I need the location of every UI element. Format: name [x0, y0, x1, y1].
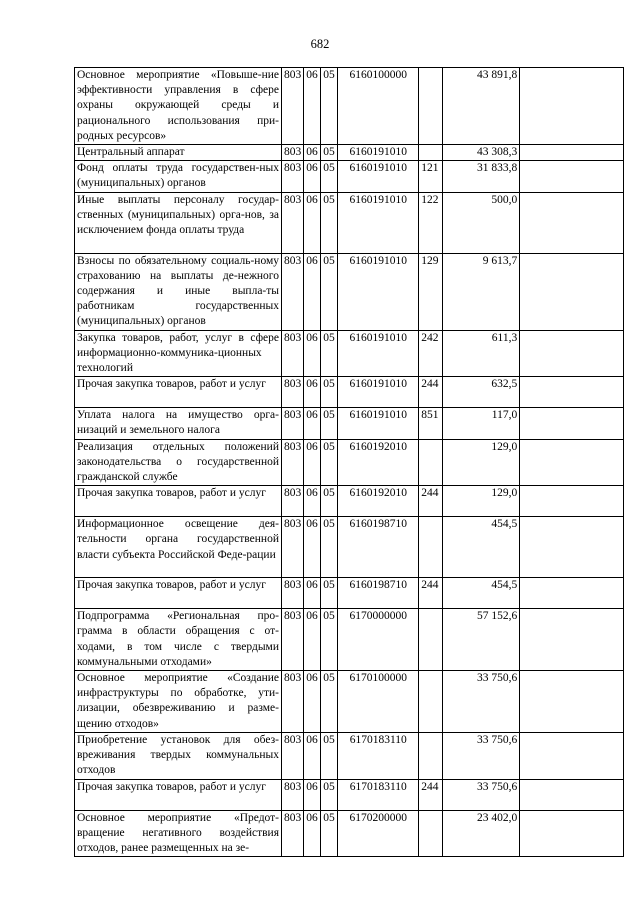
- row-expense-type-cell: 244: [419, 578, 443, 609]
- row-expense-type-cell: 851: [419, 408, 443, 439]
- row-amount-cell: 454,5: [443, 578, 520, 609]
- row-grbs-cell: 803: [282, 145, 304, 161]
- row-subsection-cell: 05: [321, 377, 338, 408]
- row-section-cell: 06: [304, 192, 321, 253]
- row-target-article-cell: 6160191010: [338, 145, 419, 161]
- table-row: [75, 671, 624, 733]
- row-amount-cell: 33 750,6: [443, 779, 520, 810]
- row-section-cell: 06: [304, 68, 321, 145]
- table-row: [75, 578, 624, 609]
- row-subsection-cell: 05: [321, 145, 338, 161]
- row-subsection-cell: 05: [321, 253, 338, 330]
- row-grbs-cell: 803: [282, 517, 304, 578]
- row-section-cell: 06: [304, 145, 321, 161]
- row-subsection-cell: 05: [321, 810, 338, 857]
- row-amount-cell: 454,5: [443, 517, 520, 578]
- table-row: [75, 161, 624, 192]
- row-expense-type-cell: 244: [419, 377, 443, 408]
- row-grbs-cell: 803: [282, 732, 304, 779]
- row-target-article-cell: 6160191010: [338, 192, 419, 253]
- row-subsection-cell: 05: [321, 161, 338, 192]
- row-expense-type-cell: 122: [419, 192, 443, 253]
- row-subsection-cell: 05: [321, 578, 338, 609]
- row-name-cell: Основное мероприятие «Повыше-ние эффективности управления в сфере охраны окружающей среды и рационального использования при-родных ресурсов»: [75, 68, 282, 145]
- row-empty-cell: [520, 609, 624, 671]
- budget-table-body: [75, 68, 624, 857]
- row-section-cell: 06: [304, 810, 321, 857]
- row-empty-cell: [520, 145, 624, 161]
- row-target-article-cell: 6160100000: [338, 68, 419, 145]
- row-empty-cell: [520, 439, 624, 486]
- row-grbs-cell: 803: [282, 609, 304, 671]
- row-name-cell: Подпрограмма «Региональная про-грамма в области обращения с от-ходами, в том числе с твердыми коммунальными отходами»: [75, 609, 282, 671]
- row-empty-cell: [520, 253, 624, 330]
- row-amount-cell: 33 750,6: [443, 671, 520, 733]
- row-section-cell: 06: [304, 377, 321, 408]
- row-target-article-cell: 6170200000: [338, 810, 419, 857]
- row-subsection-cell: 05: [321, 68, 338, 145]
- row-amount-cell: 500,0: [443, 192, 520, 253]
- row-expense-type-cell: 121: [419, 161, 443, 192]
- row-name-cell: Реализация отдельных положений законодательства о государственной гражданской службе: [75, 439, 282, 486]
- row-name-cell: Информационное освещение дея-тельности органа государственной власти субъекта Российской Феде-рации: [75, 517, 282, 578]
- row-target-article-cell: 6160198710: [338, 517, 419, 578]
- table-row: [75, 609, 624, 671]
- row-empty-cell: [520, 517, 624, 578]
- row-section-cell: 06: [304, 671, 321, 733]
- row-amount-cell: 43 308,3: [443, 145, 520, 161]
- table-row: [75, 732, 624, 779]
- row-expense-type-cell: 129: [419, 253, 443, 330]
- row-amount-cell: 23 402,0: [443, 810, 520, 857]
- row-name-cell: Центральный аппарат: [75, 145, 282, 161]
- row-subsection-cell: 05: [321, 732, 338, 779]
- row-name-cell: Прочая закупка товаров, работ и услуг: [75, 779, 282, 810]
- row-grbs-cell: 803: [282, 377, 304, 408]
- table-row: [75, 330, 624, 377]
- row-section-cell: 06: [304, 517, 321, 578]
- table-row: [75, 253, 624, 330]
- row-subsection-cell: 05: [321, 439, 338, 486]
- row-grbs-cell: 803: [282, 330, 304, 377]
- table-row: [75, 779, 624, 810]
- row-empty-cell: [520, 810, 624, 857]
- row-expense-type-cell: [419, 732, 443, 779]
- row-grbs-cell: 803: [282, 810, 304, 857]
- budget-table: [74, 67, 624, 857]
- row-section-cell: 06: [304, 330, 321, 377]
- table-row: [75, 517, 624, 578]
- table-row: [75, 439, 624, 486]
- row-expense-type-cell: 242: [419, 330, 443, 377]
- row-target-article-cell: 6160191010: [338, 161, 419, 192]
- row-amount-cell: 43 891,8: [443, 68, 520, 145]
- row-grbs-cell: 803: [282, 578, 304, 609]
- row-subsection-cell: 05: [321, 408, 338, 439]
- row-empty-cell: [520, 408, 624, 439]
- row-amount-cell: 9 613,7: [443, 253, 520, 330]
- row-amount-cell: 33 750,6: [443, 732, 520, 779]
- row-empty-cell: [520, 779, 624, 810]
- row-empty-cell: [520, 192, 624, 253]
- row-target-article-cell: 6160191010: [338, 377, 419, 408]
- row-empty-cell: [520, 330, 624, 377]
- row-grbs-cell: 803: [282, 192, 304, 253]
- row-expense-type-cell: [419, 671, 443, 733]
- table-row: [75, 377, 624, 408]
- row-empty-cell: [520, 486, 624, 517]
- row-subsection-cell: 05: [321, 330, 338, 377]
- row-expense-type-cell: [419, 145, 443, 161]
- row-name-cell: Иные выплаты персоналу государ-ственных (муниципальных) орга-нов, за исключением фонда оплаты труда: [75, 192, 282, 253]
- row-empty-cell: [520, 377, 624, 408]
- row-grbs-cell: 803: [282, 68, 304, 145]
- table-row: [75, 408, 624, 439]
- row-section-cell: 06: [304, 609, 321, 671]
- row-grbs-cell: 803: [282, 161, 304, 192]
- row-section-cell: 06: [304, 439, 321, 486]
- row-empty-cell: [520, 68, 624, 145]
- row-target-article-cell: 6160198710: [338, 578, 419, 609]
- row-name-cell: Закупка товаров, работ, услуг в сфере информационно-коммуника-ционных технологий: [75, 330, 282, 377]
- row-empty-cell: [520, 578, 624, 609]
- row-name-cell: Основное мероприятие «Предот-вращение негативного воздействия отходов, ранее размещенных на зе-: [75, 810, 282, 857]
- row-grbs-cell: 803: [282, 671, 304, 733]
- table-row: [75, 810, 624, 857]
- row-target-article-cell: 6160191010: [338, 408, 419, 439]
- row-name-cell: Прочая закупка товаров, работ и услуг: [75, 377, 282, 408]
- row-expense-type-cell: 244: [419, 779, 443, 810]
- row-target-article-cell: 6160191010: [338, 253, 419, 330]
- row-amount-cell: 129,0: [443, 486, 520, 517]
- page-number: 682: [310, 37, 330, 51]
- row-name-cell: Уплата налога на имущество орга-низаций и земельного налога: [75, 408, 282, 439]
- table-row: [75, 68, 624, 145]
- row-target-article-cell: 6160191010: [338, 330, 419, 377]
- row-target-article-cell: 6170183110: [338, 732, 419, 779]
- row-subsection-cell: 05: [321, 609, 338, 671]
- row-grbs-cell: 803: [282, 408, 304, 439]
- row-amount-cell: 632,5: [443, 377, 520, 408]
- row-target-article-cell: 6170000000: [338, 609, 419, 671]
- table-row: [75, 192, 624, 253]
- row-section-cell: 06: [304, 732, 321, 779]
- row-amount-cell: 57 152,6: [443, 609, 520, 671]
- row-empty-cell: [520, 732, 624, 779]
- row-amount-cell: 611,3: [443, 330, 520, 377]
- row-target-article-cell: 6170183110: [338, 779, 419, 810]
- row-empty-cell: [520, 671, 624, 733]
- row-grbs-cell: 803: [282, 253, 304, 330]
- row-grbs-cell: 803: [282, 439, 304, 486]
- row-target-article-cell: 6170100000: [338, 671, 419, 733]
- row-subsection-cell: 05: [321, 192, 338, 253]
- row-expense-type-cell: 244: [419, 486, 443, 517]
- row-subsection-cell: 05: [321, 486, 338, 517]
- row-subsection-cell: 05: [321, 517, 338, 578]
- row-subsection-cell: 05: [321, 671, 338, 733]
- row-grbs-cell: 803: [282, 486, 304, 517]
- row-target-article-cell: 6160192010: [338, 439, 419, 486]
- row-section-cell: 06: [304, 161, 321, 192]
- row-expense-type-cell: [419, 439, 443, 486]
- row-empty-cell: [520, 161, 624, 192]
- row-subsection-cell: 05: [321, 779, 338, 810]
- row-name-cell: Фонд оплаты труда государствен-ных (муниципальных) органов: [75, 161, 282, 192]
- row-amount-cell: 117,0: [443, 408, 520, 439]
- row-section-cell: 06: [304, 408, 321, 439]
- row-section-cell: 06: [304, 779, 321, 810]
- row-expense-type-cell: [419, 517, 443, 578]
- row-name-cell: Прочая закупка товаров, работ и услуг: [75, 578, 282, 609]
- row-expense-type-cell: [419, 810, 443, 857]
- row-name-cell: Взносы по обязательному социаль-ному страхованию на выплаты де-нежного содержания и иные выпла-ты работникам государственных (муниципальных) органов: [75, 253, 282, 330]
- row-section-cell: 06: [304, 578, 321, 609]
- row-name-cell: Приобретение установок для обез-вреживания твердых коммунальных отходов: [75, 732, 282, 779]
- row-expense-type-cell: [419, 68, 443, 145]
- row-name-cell: Прочая закупка товаров, работ и услуг: [75, 486, 282, 517]
- row-section-cell: 06: [304, 486, 321, 517]
- row-amount-cell: 31 833,8: [443, 161, 520, 192]
- row-grbs-cell: 803: [282, 779, 304, 810]
- table-row: [75, 486, 624, 517]
- row-expense-type-cell: [419, 609, 443, 671]
- row-section-cell: 06: [304, 253, 321, 330]
- row-target-article-cell: 6160192010: [338, 486, 419, 517]
- table-row: [75, 145, 624, 161]
- row-name-cell: Основное мероприятие «Создание инфраструктуры по обработке, ути-лизации, обезвреживанию и разме-щению отходов»: [75, 671, 282, 733]
- row-amount-cell: 129,0: [443, 439, 520, 486]
